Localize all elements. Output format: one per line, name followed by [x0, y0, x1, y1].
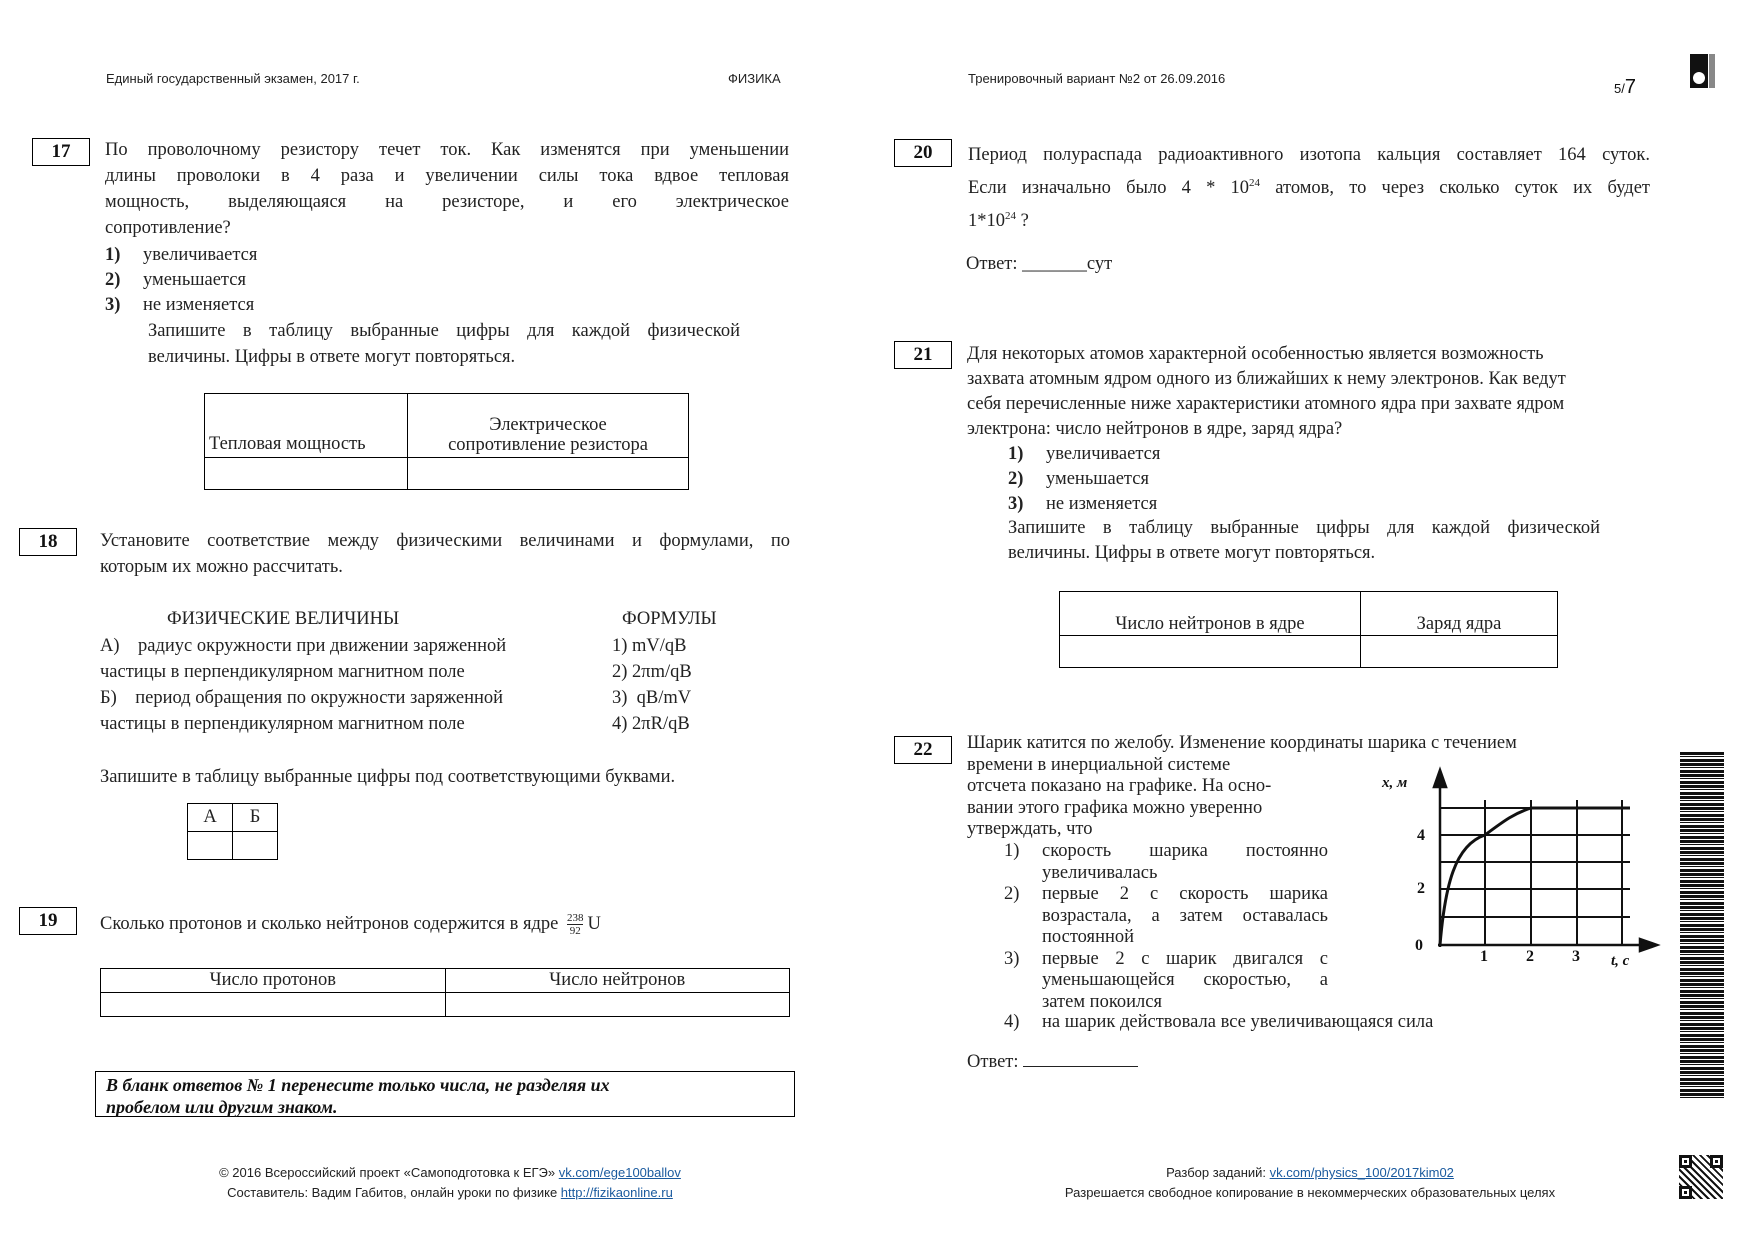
q22-options: 1) скорость шарика постоянно увеличивалась 2) первые 2 с скорость шарика возрастала, а затем оставалась постоянной 3) первые 2 с шарик двигался с уменьшающейся скоростью, а затем покоился	[1004, 841, 1328, 1012]
question-number-19: 19	[19, 907, 77, 935]
q18-quantities-header: ФИЗИЧЕСКИЕ ВЕЛИЧИНЫ	[167, 609, 400, 629]
footer-right: Разбор заданий: vk.com/physics_100/2017kim02 Разрешается свободное копирование в некоммерческих образовательных целях	[1064, 1165, 1556, 1200]
q17-instruction: Запишите в таблицу выбранные цифры для каждой физической величины. Цифры в ответе могут повторяться.	[148, 321, 740, 367]
q19-answer-table: Число протонов Число нейтронов	[100, 968, 790, 1017]
question-number-21: 21	[894, 341, 952, 369]
q21-answer-neutrons[interactable]	[1060, 636, 1361, 668]
q17-col-resistance: Электрическое сопротивление резистора	[408, 394, 689, 458]
position-time-graph: x, м 4 2 0 1 2 3 t, с	[1375, 765, 1665, 975]
q20-answer: Ответ: _______сут	[966, 254, 1113, 274]
q17-answer-resistance[interactable]	[408, 458, 689, 490]
answer-sheet-notice: В бланк ответов № 1 перенесите только числа, не разделяя их пробелом или другим знаком.	[95, 1071, 795, 1117]
barcode-icon	[1680, 752, 1724, 1098]
q22-option-4: 4) на шарик действовала все увеличивающаяся сила	[1004, 1012, 1434, 1032]
q17-answer-power[interactable]	[205, 458, 408, 490]
vk-physics-link[interactable]: vk.com/physics_100/2017kim02	[1269, 1165, 1454, 1180]
q19-answer-neutrons[interactable]	[445, 993, 790, 1017]
q17-text: По проволочному резистору течет ток. Как изменятся при уменьшении длины проволоки в 4 раза и увеличении силы тока вдвое тепловая мощность, выделяющаяся на резисторе, и его электрическое сопротивление?	[105, 140, 789, 238]
q21-answer-table: Число нейтронов в ядре Заряд ядра	[1059, 591, 1558, 668]
corner-marker-icon	[1690, 54, 1716, 88]
q18-formulas: 1) mV/qB 2) 2πm/qB 3) qB/mV 4) 2πR/qB	[612, 636, 692, 734]
q21-options: 1) увеличивается 2) уменьшается 3) не изменяется	[1008, 444, 1161, 514]
option-3: 3) не изменяется	[105, 295, 255, 315]
qr-code-icon	[1679, 1155, 1723, 1199]
q17-col-power: Тепловая мощность	[205, 394, 408, 458]
page-number: 5/7	[1614, 76, 1636, 98]
subject-title: ФИЗИКА	[728, 71, 781, 86]
q21-answer-charge[interactable]	[1361, 636, 1558, 668]
variant-title: Тренировочный вариант №2 от 26.09.2016	[968, 71, 1226, 86]
q18-instruction: Запишите в таблицу выбранные цифры под соответствующими буквами.	[100, 767, 676, 787]
q21-text: Для некоторых атомов характерной особенностью является возможность захвата атомным ядром одного из ближайших к нему электронов. Как ведут себя перечисленные ниже характеристики атомного ядра при захвате ядром электрона: число нейтронов в ядре, заряд ядра?	[967, 344, 1566, 439]
q18-answer-table: А Б	[187, 803, 278, 860]
footer-left: © 2016 Всероссийский проект «Самоподготовка к ЕГЭ» vk.com/ege100ballov Составитель: Вадим Габитов, онлайн уроки по физике http://fizikaonline.ru	[219, 1165, 681, 1200]
option-2: 2) уменьшается	[105, 270, 246, 290]
question-number-18: 18	[19, 528, 77, 556]
q17-options	[105, 243, 257, 318]
q19-text: Сколько протонов и сколько нейтронов содержится в ядре $\frac{238}{92}$ U	[100, 912, 601, 938]
q21-instruction: Запишите в таблицу выбранные цифры для каждой физической величины. Цифры в ответе могут повторяться.	[1008, 518, 1600, 563]
option-1: 1) увеличивается	[105, 245, 258, 265]
q18-quantities: А) радиус окружности при движении заряженной частицы в перпендикулярном магнитном поле Б) период обращения по окружности заряженной частицы в перпендикулярном магнитном поле	[100, 636, 507, 734]
q18-formulas-header: ФОРМУЛЫ	[622, 609, 717, 629]
q22-answer-field[interactable]	[1023, 1048, 1138, 1067]
question-number-17: 17	[32, 138, 90, 166]
q18-text: Установите соответствие между физическими величинами и формулами, по которым их можно рассчитать.	[100, 531, 790, 577]
q18-answer-b[interactable]	[233, 832, 278, 860]
isotope-fraction: $\frac{238}{92}$	[566, 912, 584, 938]
q17-answer-table	[204, 393, 689, 490]
q20-text: Период полураспада радиоактивного изотопа кальция составляет 164 суток. Если изначально было $4 * 10^{24}$ атомов, то через сколько суток их будет $1*10^{24}$ ?	[968, 145, 1651, 232]
q18-answer-a[interactable]	[188, 832, 233, 860]
question-number-22: 22	[894, 736, 952, 764]
q22-answer: Ответ:	[967, 1048, 1138, 1075]
q20-answer-field[interactable]: _______	[1022, 254, 1087, 274]
question-number-20: 20	[894, 139, 952, 167]
vk-ege-link[interactable]: vk.com/ege100ballov	[558, 1165, 681, 1180]
q22-text: Шарик катится по желобу. Изменение координаты шарика с течением времени в инерциальной системе отсчета показано на графике. На осно- вании этого графика можно уверенно утверждать, что	[967, 733, 1517, 839]
exam-title: Единый государственный экзамен, 2017 г.	[106, 71, 360, 86]
fizikaonline-link[interactable]: http://fizikaonline.ru	[560, 1185, 673, 1200]
q19-answer-protons[interactable]	[101, 993, 446, 1017]
